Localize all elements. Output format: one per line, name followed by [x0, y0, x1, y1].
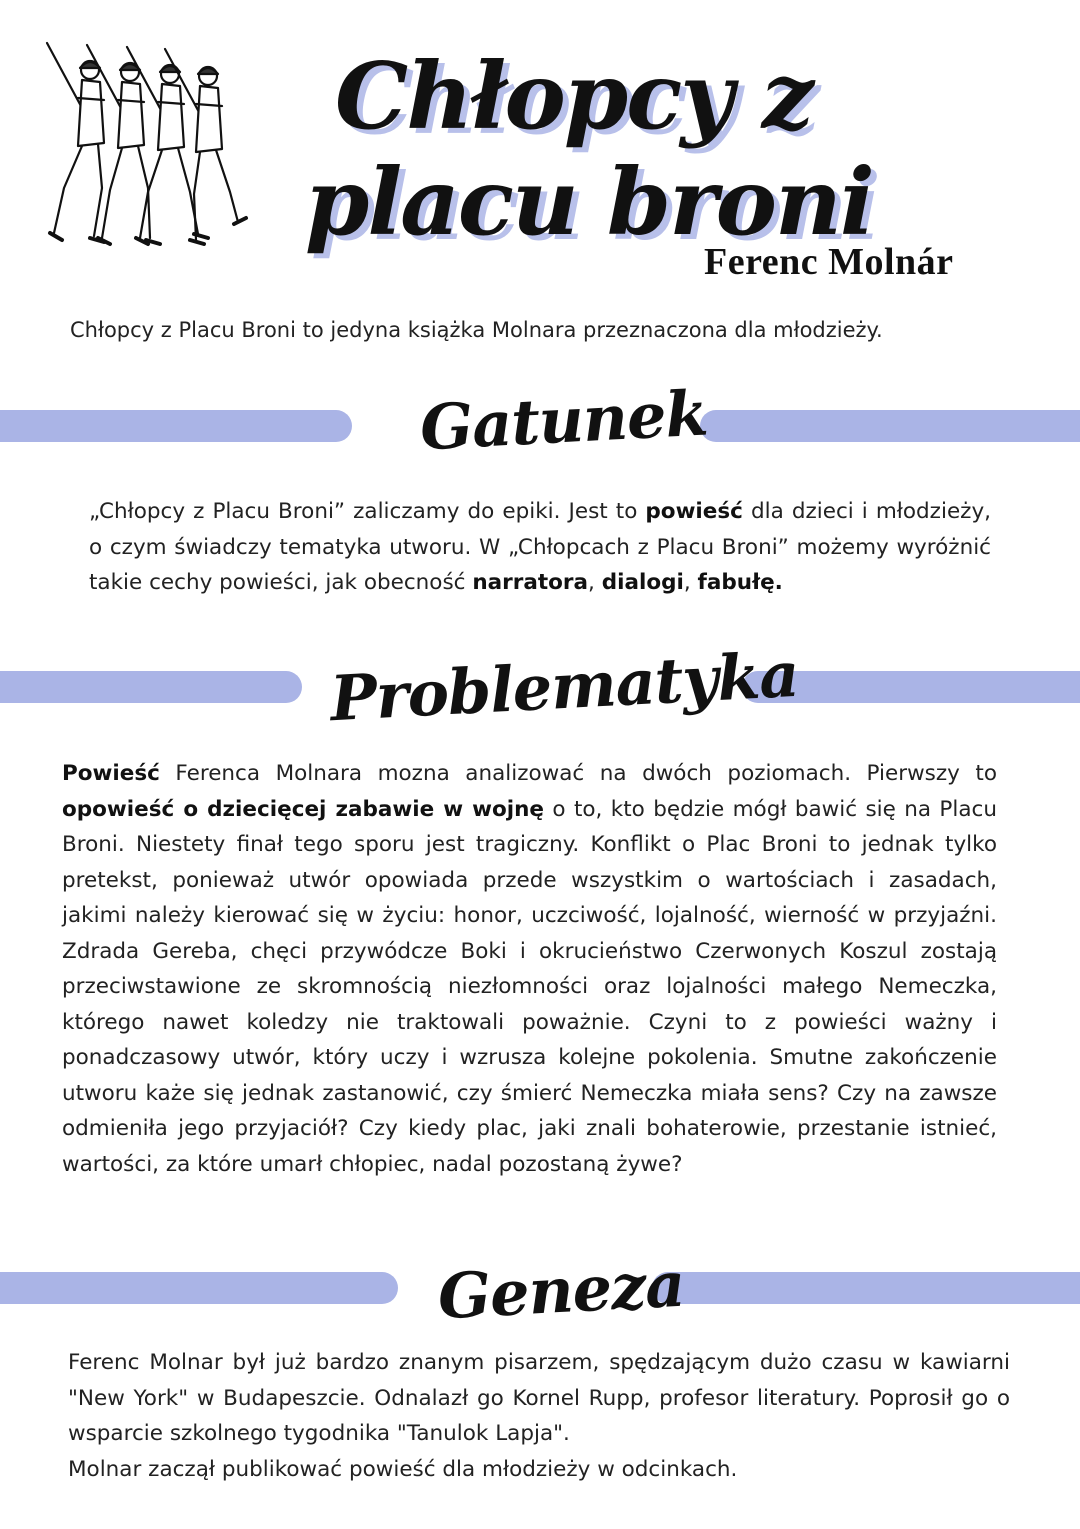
gatunek-bold-1: powieść — [645, 499, 743, 524]
divider-bar-left — [0, 1272, 398, 1304]
section-heading-gatunek: Gatunek — [418, 376, 710, 465]
section-heading-problematyka: Problematyka — [328, 637, 801, 736]
problematyka-paragraph — [62, 756, 997, 1182]
intro-text: Chłopcy z Placu Broni to jedyna książka Molnara przeznaczona dla młodzieży. — [70, 318, 883, 342]
gatunek-bold-3: dialogi — [601, 570, 684, 595]
divider-bar-right — [700, 410, 1080, 442]
problematyka-text-2: o to, kto będzie mógł bawić się na Placu Broni. Niestety finał tego sporu jest tragiczny. Konflikt o Plac Broni to jednak tylko pretekst, ponieważ utwór opowiada przede wszystkim o wartościach i zasadach, jakimi należy kierować się w życiu: honor, uczciwość, lojalność, wierność w przyjaźni. Zdrada Gereba, chęci przywódcze Boki i okrucieństwo Czerwonych Koszul zostają przeciwstawione ze skromnością niezłomności oraz lojalności małego Nemeczka, którego nawet koledzy nie traktowali poważnie. Czyni to z powieści ważny i ponadczasowy utwór, który uczy i wzrusza kolejne pokolenia. Smutne zakończenie utworu każe się jednak zastanowić, czy śmierć Nemeczka miała sens? Czy na zawsze odmieniła jego przyjaciół? Czy kiedy plac, jaki znali bohaterowie, przestanie istnieć, wartości, za które umarł chłopiec, nadal pozostaną żywe? — [62, 796, 997, 1177]
problematyka-bold-1: Powieść — [62, 761, 160, 786]
gatunek-bold-2: narratora — [472, 570, 589, 595]
gatunek-paragraph — [89, 494, 991, 601]
divider-bar-left — [0, 671, 302, 703]
marching-soldiers-illustration — [42, 38, 252, 263]
author-name: Ferenc Molnár — [704, 241, 954, 283]
gatunek-text-2: dla dzieci i młodzieży, o czym świadczy tematyka utworu. W „Chłopcach z Placu Broni” możemy wyróżnić takie cechy powieści, jak obecność — [89, 499, 992, 595]
geneza-text-2: Molnar zaczął publikować powieść dla młodzieży w odcinkach. — [68, 1456, 738, 1482]
gatunek-text-4: , — [683, 570, 698, 595]
divider-bar-left — [0, 410, 352, 442]
title-line-1: Chłopcy z — [335, 42, 812, 150]
geneza-text-1: Ferenc Molnar był już bardzo znanym pisarzem, spędzającym dużo czasu w kawiarni "New York" w Budapeszcie. Odnalazł go Kornel Rupp, profesor literatury. Poprosił go o wsparcie szkolnego tygodnika "Tanulok Lapja". — [68, 1350, 1010, 1446]
gatunek-text-3: , — [588, 570, 602, 595]
gatunek-bold-4: fabułę. — [697, 570, 783, 595]
problematyka-bold-2: opowieść o dziecięcej zabawie w wojnę — [62, 796, 545, 822]
gatunek-text-1: „Chłopcy z Placu Broni” zaliczamy do epiki. Jest to — [89, 499, 646, 524]
section-heading-geneza: Geneza — [436, 1247, 687, 1334]
divider-bar-right — [652, 1272, 1080, 1304]
geneza-paragraph — [68, 1345, 1010, 1487]
title-line-2: placu broni — [305, 148, 873, 256]
problematyka-text-1: Ferenca Molnara mozna analizować na dwóch poziomach. Pierwszy to — [159, 761, 997, 786]
